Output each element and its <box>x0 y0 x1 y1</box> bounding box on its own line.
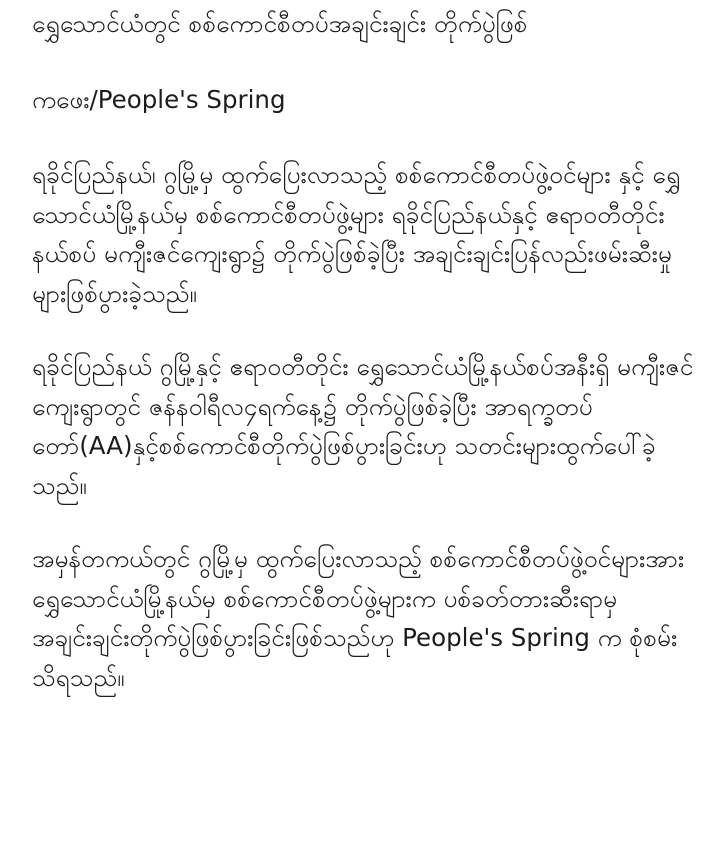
article-paragraph-3: အမှန်တကယ်တွင် ဂွမြို့မှ ထွက်ပြေးလာသည့် စစ်ကောင်စီတပ်ဖွဲ့ဝင်များအား ရွှေသောင်ယံမြို့နယ်မှ စစ်ကောင်စီတပ်ဖွဲ့များက ပစ်ခတ်တားဆီးရာမှ အချင်းချင်းတိုက်ပွဲဖြစ်ပွားခြင်းဖြစ်သည်ဟု People's Spring က စုံစမ်းသိရသည်။ <box>32 544 685 692</box>
article-headline: ရွှေသောင်ယံတွင် စစ်ကောင်စီတပ်အချင်းချင်း တိုက်ပွဲဖြစ် <box>32 9 528 38</box>
article-byline: ကဖေး/People's Spring <box>32 84 286 114</box>
article-paragraph-1: ရခိုင်ပြည်နယ်၊ ဂွမြို့မှ ထွက်ပြေးလာသည့် စစ်ကောင်စီတပ်ဖွဲ့ဝင်များ နှင့် ရွှေသောင်ယံမြို့နယ်မှ စစ်ကောင်စီတပ်ဖွဲ့များ ရခိုင်ပြည်နယ်နှင့် ဧရာဝတီတိုင်းနယ်စပ် မကျီးဇင်ကျေးရွာ၌ တိုက်ပွဲဖြစ်ခဲ့ပြီး အချင်းချင်းပြန်လည်းဖမ်းဆီးမှုများဖြစ်ပွားခဲ့သည်။ <box>32 160 681 308</box>
article-paragraph-2: ရခိုင်ပြည်နယ် ဂွမြို့နှင့် ဧရာဝတီတိုင်း ရွှေသောင်ယံမြို့နယ်စပ်အနီးရှိ မကျီးဇင်ကျေးရွာတွင် ဇန်နဝါရီလ၄ရက်နေ့၌ တိုက်ပွဲဖြစ်ခဲ့ပြီး အာရက္ခတပ်တော်(AA)နှင့်စစ်ကောင်စီတိုက်ပွဲဖြစ်ပွားခြင်းဟု သတင်းများထွက်ပေါ်ခဲ့သည်။ <box>32 352 694 500</box>
